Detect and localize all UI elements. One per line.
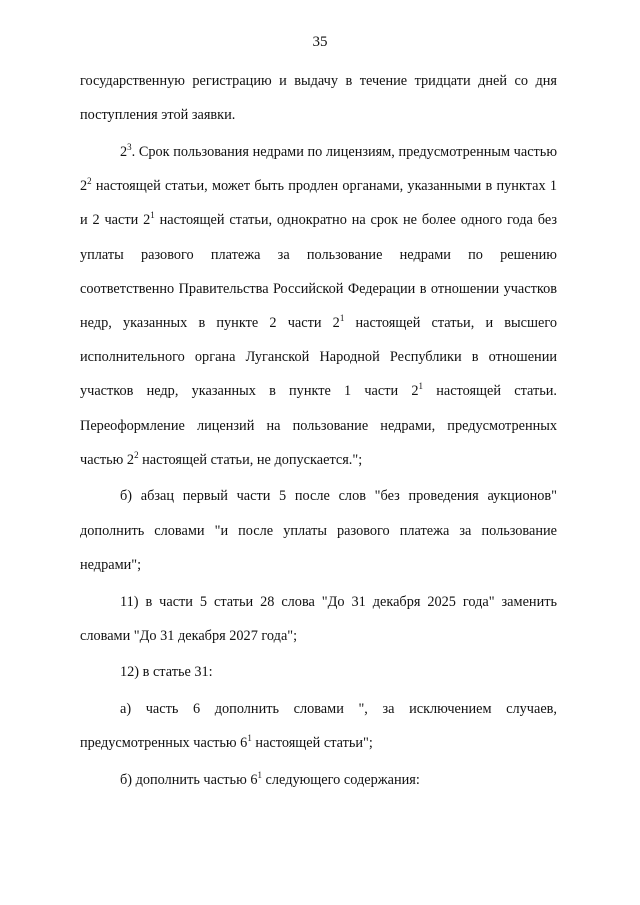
page-number: 35 [312, 34, 328, 50]
superscript: 2 [87, 176, 92, 187]
text-run: настоящей статьи. Переоформление лицензий на пользование недрами, предусмотренных частью 2 [80, 383, 557, 468]
paragraph-item-12b [80, 763, 557, 797]
superscript: 1 [247, 733, 252, 744]
document-body [80, 64, 557, 797]
paragraph-term-extension [80, 135, 557, 477]
text-run: настоящей статьи, и высшего исполнительного органа Луганской Народной Республики в отношении участков недр, указанных в пункте 1 части 2 [80, 314, 558, 400]
text-run: настоящей статьи"; [251, 735, 373, 752]
paragraph-item-12: 12) в статье 31: [120, 664, 213, 681]
text-run: б) дополнить частью 6 [120, 772, 258, 789]
superscript: 1 [418, 381, 423, 392]
text-run: следующего содержания: [261, 772, 420, 789]
paragraph-amendment-b-part5: б) абзац первый части 5 после слов "без проведения аукционов" дополнить словами "и после уплаты разового платежа за пользование недрами"; [80, 488, 557, 573]
superscript: 2 [134, 449, 139, 460]
superscript: 1 [257, 770, 262, 781]
paragraph-item-11: 11) в части 5 статьи 28 слова "До 31 декабря 2025 года" заменить словами "До 31 декабря 2027 года"; [80, 593, 557, 644]
text-run: а) часть 6 дополнить словами ", за исключением случаев, предусмотренных частью 6 [80, 701, 557, 752]
paragraph-registration: государственную регистрацию и выдачу в течение тридцати дней со дня поступления этой заявки. [80, 73, 557, 124]
superscript: 1 [339, 312, 345, 323]
superscript: 3 [127, 141, 132, 152]
text-run: . Срок пользования недрами по лицензиям, предусмотренным частью 2 [80, 143, 557, 195]
text-run: настоящей статьи, однократно на срок не более одного года без уплаты разового платежа за пользование недрами по решению соответственно Правительства Российской Федерации в отношении участков недр, указанных в пункте 2 части 2 [80, 212, 558, 331]
text-run: 2 [120, 143, 128, 160]
superscript: 1 [150, 210, 155, 221]
text-run: настоящей статьи, может быть продлен органами, указанными в пунктах 1 и 2 части 2 [80, 178, 557, 229]
text-run: настоящей статьи, не допускается."; [138, 451, 363, 468]
paragraph-item-12a [80, 692, 557, 760]
